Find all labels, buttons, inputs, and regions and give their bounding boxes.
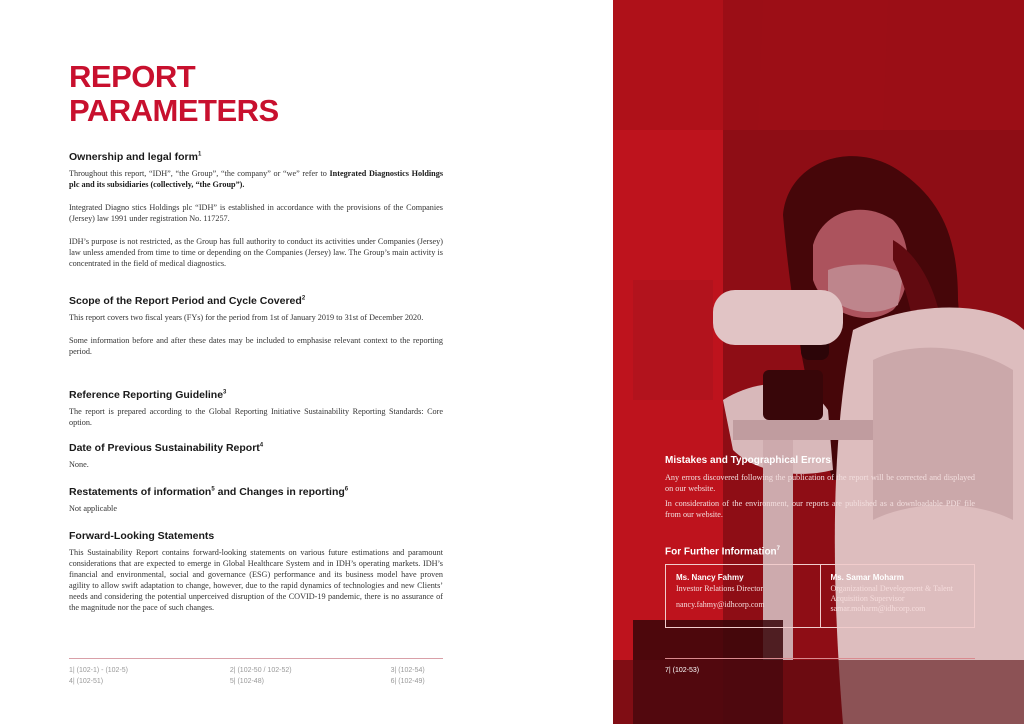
footnote: 6| (102-49) xyxy=(390,678,425,685)
section-forward-looking xyxy=(69,530,443,625)
guideline-heading-text: Reference Reporting Guideline xyxy=(69,389,224,401)
ownership-paragraph-1 xyxy=(69,168,443,190)
scope-paragraph-1: This report covers two fiscal years (FYs) for the period from 1st of January 2019 to 31st of December 2020. xyxy=(69,313,424,322)
section-mistakes xyxy=(665,455,975,524)
page-title xyxy=(69,60,279,128)
contact-card xyxy=(666,565,820,627)
footnote-ref: 7 xyxy=(776,546,781,552)
ownership-heading-text: Ownership and legal form xyxy=(69,151,198,163)
ownership-bold-text: Integrated Diagnostics Holdings plc and its subsidiaries (collectively, “the Group”). xyxy=(69,169,444,189)
further-heading xyxy=(665,546,975,557)
mistakes-paragraph-2: In consideration of the environment, our reports are published as a downloadable PDF file from our website. xyxy=(665,499,975,519)
right-page xyxy=(613,0,1024,724)
footnotes xyxy=(69,658,443,687)
further-heading-text: For Further Information xyxy=(665,546,777,558)
section-guideline xyxy=(69,389,443,440)
restatements-heading xyxy=(69,486,443,498)
title-line-2: PARAMETERS xyxy=(69,93,279,128)
footnote-row xyxy=(69,665,443,676)
guideline-heading xyxy=(69,389,443,401)
ownership-paragraph-2: Integrated Diagno stics Holdings plc “IDH” is established in accordance with the provisions of the Companies (Jersey) law 1991 under registration No. 117257. xyxy=(69,203,443,223)
forward-heading: Forward-Looking Statements xyxy=(69,530,215,542)
scope-heading-text: Scope of the Report Period and Cycle Covered xyxy=(69,295,302,307)
section-scope xyxy=(69,295,443,369)
mistakes-heading: Mistakes and Typographical Errors xyxy=(665,455,831,466)
contact-email[interactable]: nancy.fahmy@idhcorp.com xyxy=(676,600,765,609)
right-footnote: 7| (102-53) xyxy=(665,658,975,674)
guideline-paragraph: The report is prepared according to the Global Reporting Initiative Sustainability Reporting Standards: Core option. xyxy=(69,407,443,427)
section-previous-report xyxy=(69,442,443,482)
section-ownership xyxy=(69,151,443,281)
footnote-ref: 3 xyxy=(223,389,227,396)
section-further-info xyxy=(665,546,975,563)
footnote-ref: 2 xyxy=(301,295,306,302)
restatements-paragraph: Not applicable xyxy=(69,504,117,513)
changes-heading-text: and Changes in reporting xyxy=(214,486,345,498)
title-line-1: REPORT xyxy=(69,59,196,94)
footnote-ref: 5 xyxy=(211,486,215,493)
contact-role: Investor Relations Director xyxy=(676,584,764,593)
forward-paragraph: This Sustainability Report contains forward-looking statements on various future estimations and paramount considerations that are expected to emerge in Global Healthcare System and in IDH’s operating markets. IDH’s financial and environmental, social and governance (ESG) performance and its business model have proven agility to allow swift adaptation to change, however, due to the rapid dynamics of technologies and new Clients’ needs and considering the potential unperceived disruption of the COVID-19 pandemic, there is no assurance of the magnitude nor the pace of such changes. xyxy=(69,548,443,612)
contact-table xyxy=(665,564,975,628)
mistakes-paragraph-1: Any errors discovered following the publication of the report will be corrected and displayed on our website. xyxy=(665,473,975,493)
contact-role: Organizational Development & Talent Acquisition Supervisor xyxy=(830,584,953,603)
footnote: 5| (102-48) xyxy=(229,678,264,685)
contact-card xyxy=(820,565,975,627)
previous-paragraph: None. xyxy=(69,460,89,469)
footnote: 1| (102-1) - (102-5) xyxy=(69,667,129,674)
scope-heading xyxy=(69,295,443,307)
section-restatements xyxy=(69,486,443,526)
ownership-paragraph-3: IDH’s purpose is not restricted, as the Group has full authority to conduct its activities under Companies (Jersey) law unless amended from time to time or depending on the Companies (Jersey) law. The Group’s main activity is concentrated in the field of medical diagnostics. xyxy=(69,237,443,268)
ownership-text: Throughout this report, “IDH”, “the Group”, “the company” or “we” refer to xyxy=(69,169,327,178)
ownership-heading xyxy=(69,151,443,163)
contact-name: Ms. Nancy Fahmy xyxy=(676,573,744,582)
footnote: 2| (102-50 / 102-52) xyxy=(229,667,292,674)
footnote-row xyxy=(69,676,443,687)
restatements-heading-text: Restatements of information xyxy=(69,486,212,498)
footnote-ref: 6 xyxy=(344,486,349,493)
contact-name: Ms. Samar Moharm xyxy=(830,573,904,582)
previous-heading xyxy=(69,442,443,454)
footnote: 4| (102-51) xyxy=(69,678,104,685)
scope-paragraph-2: Some information before and after these dates may be included to emphasise relevant context to the reporting period. xyxy=(69,336,443,356)
contact-email[interactable]: samar.moharm@idhcorp.com xyxy=(830,604,926,613)
footnote: 3| (102-54) xyxy=(390,667,425,674)
previous-heading-text: Date of Previous Sustainability Report xyxy=(69,442,260,454)
footnote-ref: 1 xyxy=(197,151,202,158)
footnote-ref: 4 xyxy=(259,442,264,449)
